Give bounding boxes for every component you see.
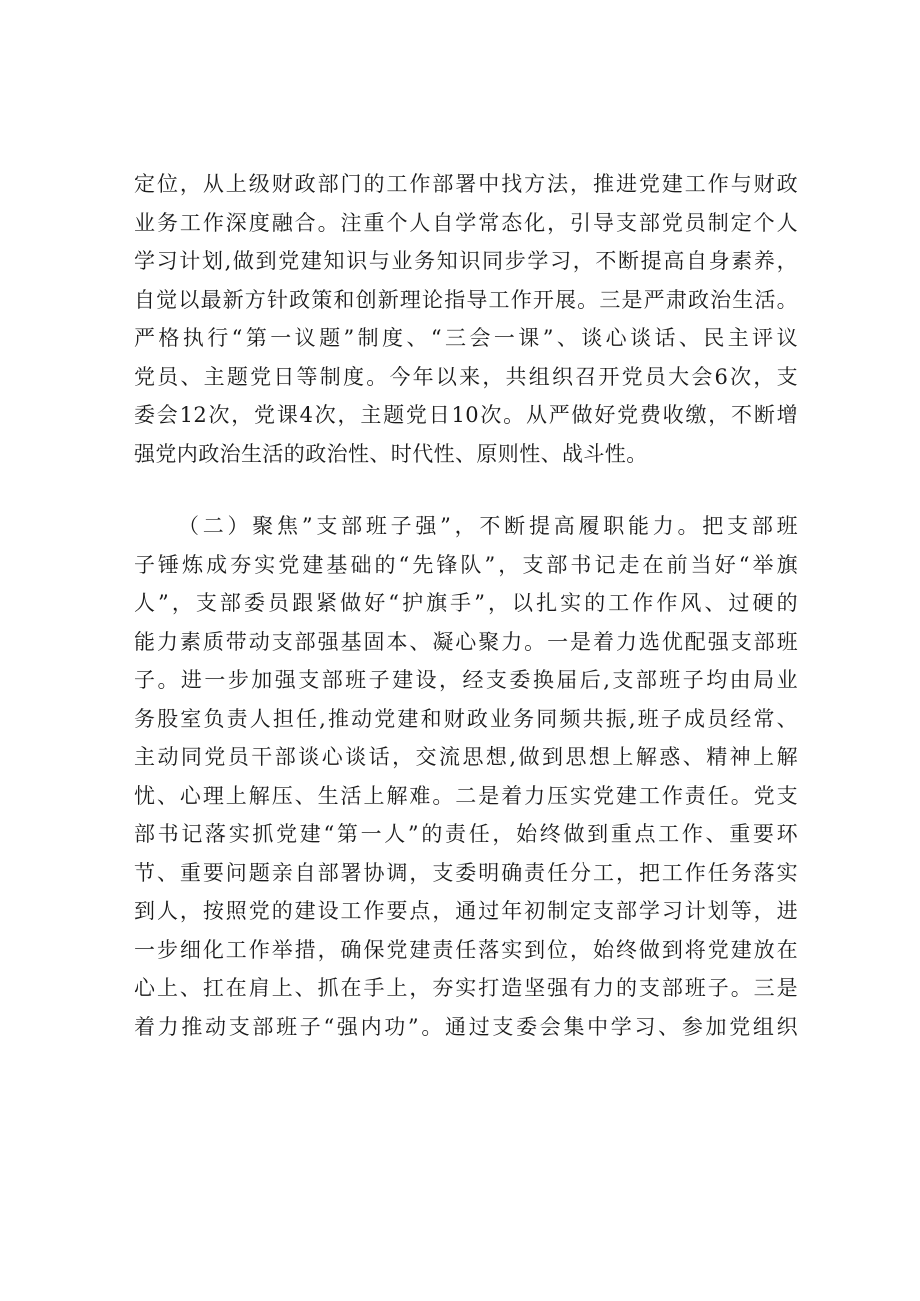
paragraph-line: 学习计划,做到党建知识与业务知识同步学习，不断提高自身素养， [134,249,798,273]
paragraph-line: 忧、心理上解压、生活上解难。二是着力压实党建工作责任。党支 [134,783,798,808]
paragraph-line: 委会12次，党课4次，主题党日10次。从严做好党费收缴，不断增 [134,403,798,427]
paragraph-line: 心上、扛在肩上、抓在手上，夯实打造坚强有力的支部班子。三是 [134,976,798,1000]
paragraph-1 [134,165,798,473]
paragraph-line: 业务工作深度融合。注重个人自学常态化，引导支部党员制定个人 [134,210,798,235]
paragraph-2 [134,507,798,1046]
paragraph-line: 能力素质带动支部强基固本、凝心聚力。一是着力选优配强支部班 [134,629,798,654]
paragraph-line: 人”，支部委员跟紧做好“护旗手”，以扎实的工作作风、过硬的 [134,591,798,615]
paragraph-line: 子锤炼成夯实党建基础的“先锋队”，支部书记走在前当好“举旗 [134,552,798,577]
paragraph-line: 党员、主题党日等制度。今年以来，共组织召开党员大会6次，支 [134,364,798,389]
paragraph-line: 自觉以最新方针政策和创新理论指导工作开展。三是严肃政治生活。 [134,287,798,312]
paragraph-line: 强党内政治生活的政治性、时代性、原则性、战斗性。 [134,441,648,466]
paragraph-line: 着力推动支部班子“强内功”。通过支委会集中学习、参加党组织 [134,1014,798,1039]
paragraph-line: 子。进一步加强支部班子建设，经支委换届后,支部班子均由局业 [134,668,798,692]
paragraph-line: 到人，按照党的建设工作要点，通过年初制定支部学习计划等，进 [134,899,798,923]
paragraph-line: 部书记落实抓党建“第一人”的责任，始终做到重点工作、重要环 [134,822,798,846]
paragraph-line: 务股室负责人担任,推动党建和财政业务同频共振,班子成员经常、 [134,706,798,731]
paragraph-line: 主动同党员干部谈心谈话，交流思想,做到思想上解惑、精神上解 [134,745,798,769]
paragraph-line: （二）聚焦”支部班子强”，不断提高履职能力。把支部班 [178,514,798,538]
paragraph-line: 节、重要问题亲自部署协调，支委明确责任分工，把工作任务落实 [134,860,798,885]
paragraph-line: 一步细化工作举措，确保党建责任落实到位，始终做到将党建放在 [134,937,798,962]
paragraph-line: 定位，从上级财政部门的工作部署中找方法，推进党建工作与财政 [134,172,798,196]
paragraph-line: 严格执行“第一议题”制度、“三会一课”、谈心谈话、民主评议 [134,326,798,350]
